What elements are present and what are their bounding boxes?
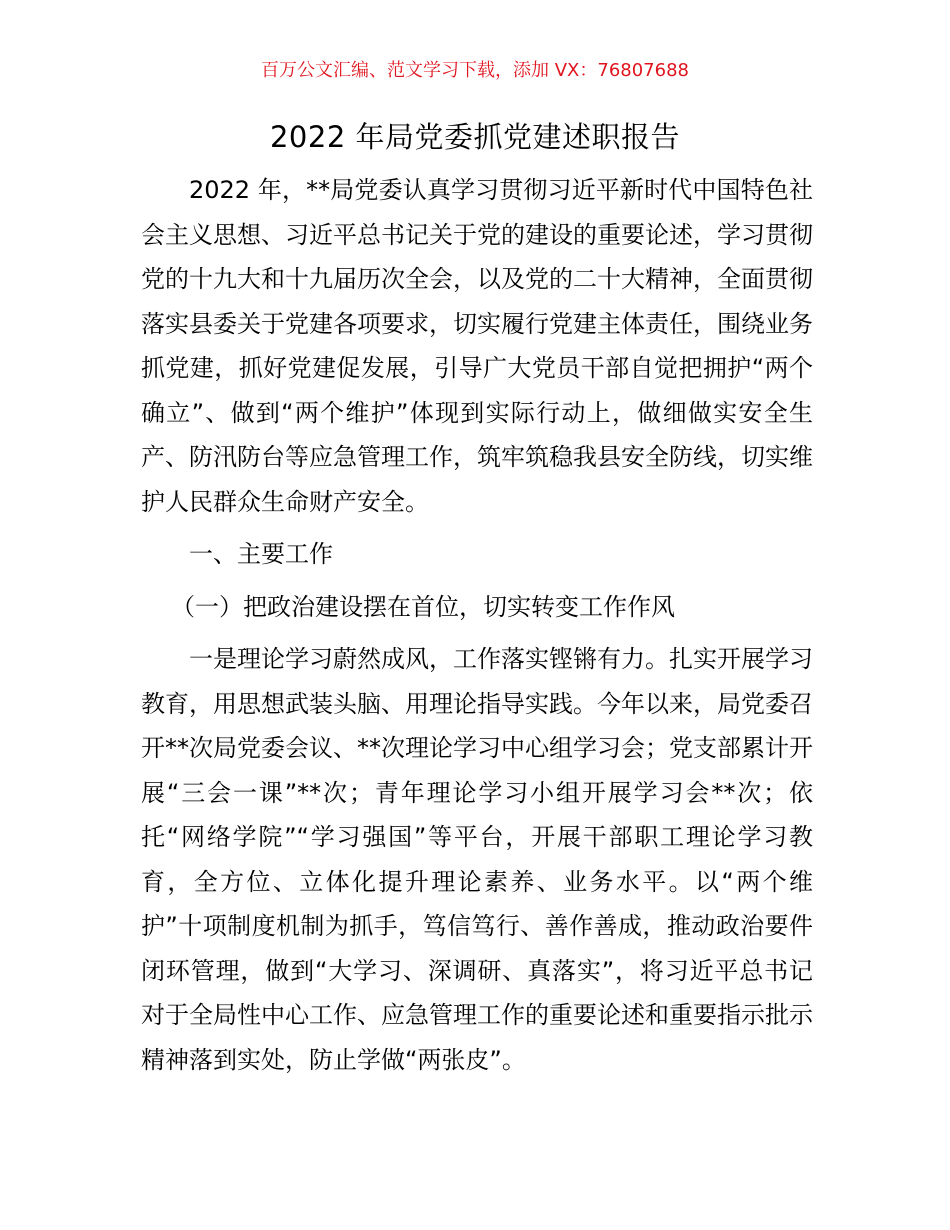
section-heading-main-work: 一、主要工作 (189, 540, 333, 568)
point-1-paragraph: 一是理论学习蔚然成风，工作落实铿锵有力。扎实开展学习教育，用思想武装头脑、用理论指导实践。今年以来，局党委召开**次局党委会议、**次理论学习中心组学习会；党支部累计开展“三会一课”**次；青年理论学习小组开展学习会**次；依托“网络学院”“学习强国”等平台，开展干部职工理论学习教育，全方位、立体化提升理论素养、业务水平。以“两个维护”十项制度机制为抓手，笃信笃行、善作善成，推动政治要件闭环管理，做到“大学习、深调研、真落实”，将习近平总书记对于全局性中心工作、应急管理工作的重要论述和重要指示批示精神落到实处，防止学做“两张皮”。 (141, 645, 813, 1074)
document-body (141, 168, 813, 1082)
subsection-heading-political-building: （一）把政治建设摆在首位，切实转变工作作风 (171, 592, 675, 621)
intro-paragraph: 2022 年，**局党委认真学习贯彻习近平新时代中国特色社会主义思想、习近平总书记关于党的建设的重要论述，学习贯彻党的十九大和十九届历次全会，以及党的二十大精神，全面贯彻落实县委关于党建各项要求，切实履行党建主体责任，围绕业务抓党建，抓好党建促发展，引导广大党员干部自觉把拥护“两个确立”、做到“两个维护”体现到实际行动上，做细做实安全生产、防汛防台等应急管理工作，筑牢筑稳我县安全防线，切实维护人民群众生命财产安全。 (141, 176, 813, 516)
watermark-header-note: 百万公文汇编、范文学习下载，添加 VX：76807688 (261, 60, 689, 81)
document-title: 2022 年局党委抓党建述职报告 (269, 120, 681, 154)
